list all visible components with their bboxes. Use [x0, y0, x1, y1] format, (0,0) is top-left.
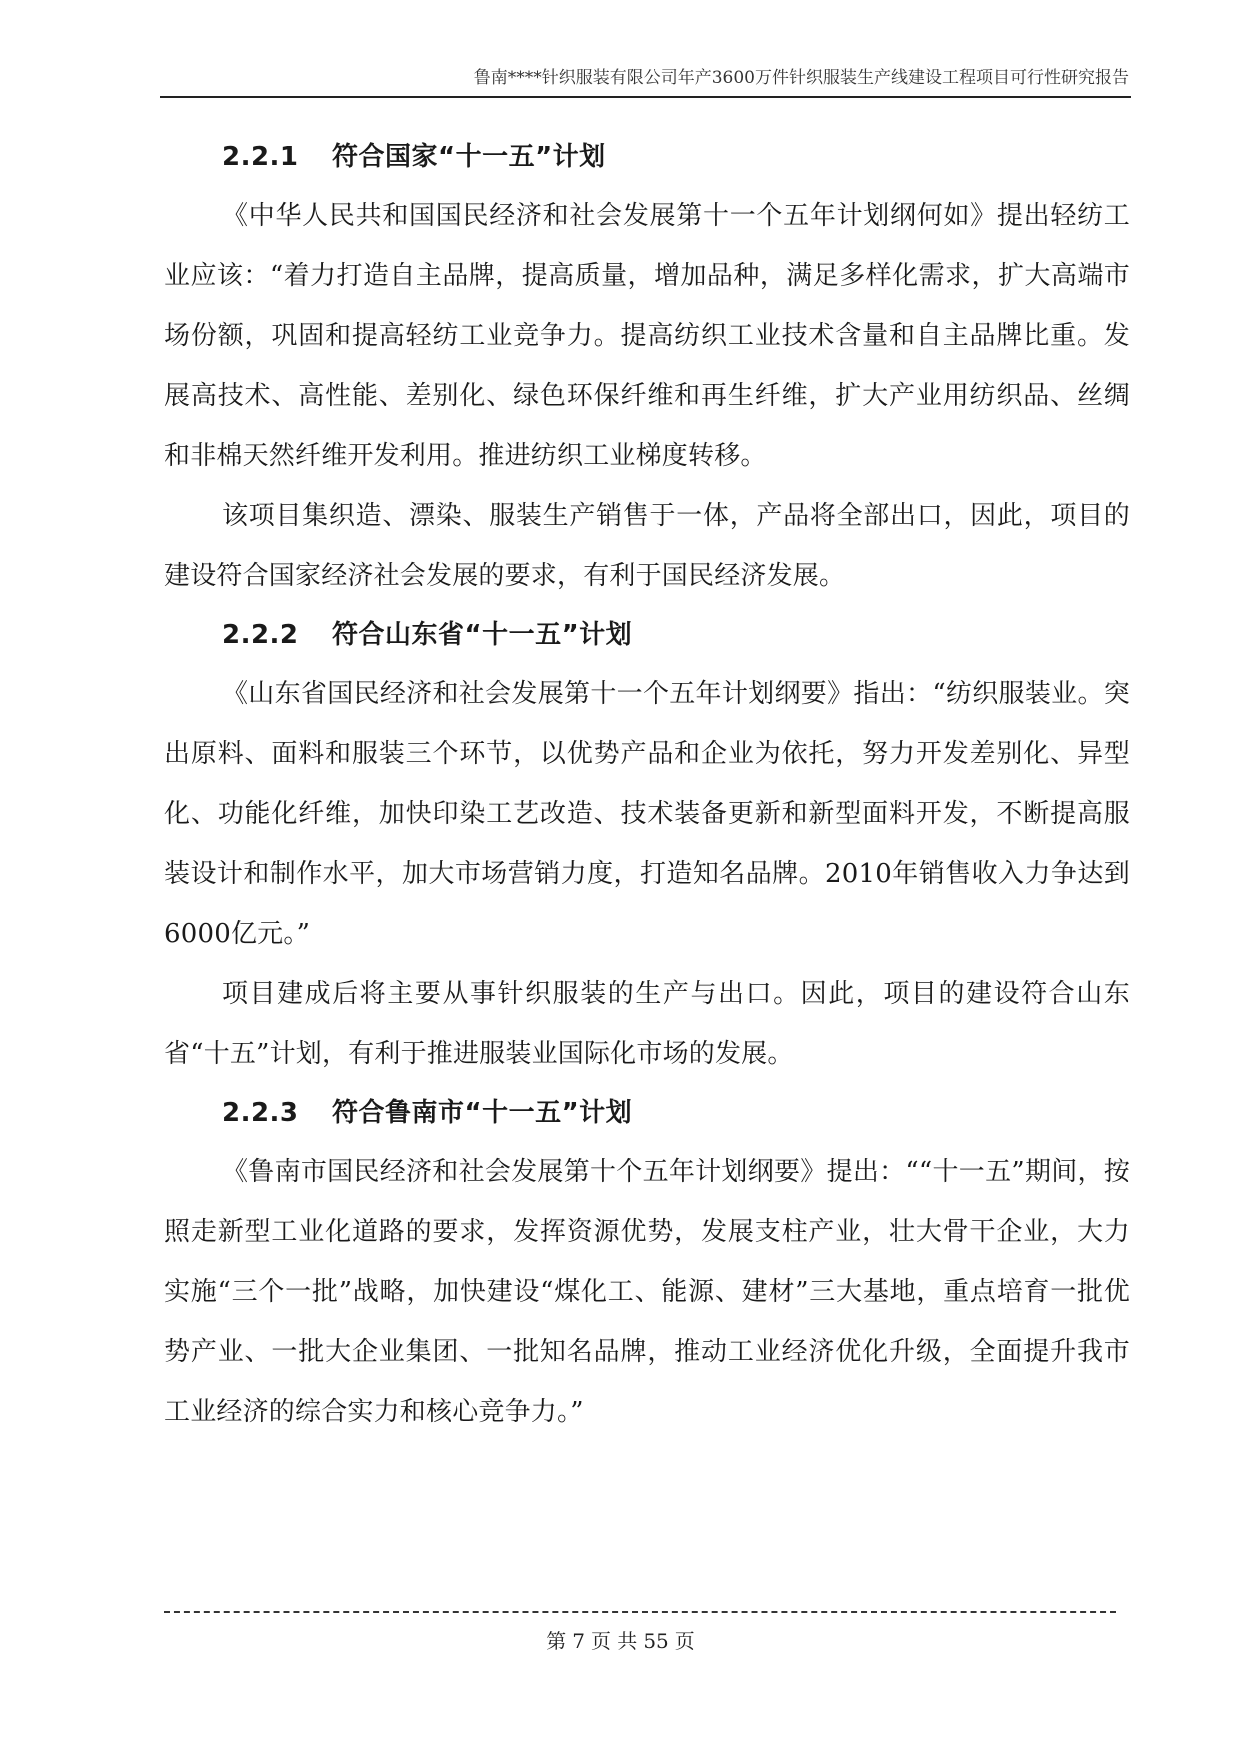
section-number: 2.2.2 — [222, 620, 299, 650]
section-title: 符合鲁南市“十一五”计划 — [332, 1098, 633, 1128]
header-title: 鲁南****针织服装有限公司年产3600万件针织服装生产线建设工程项目可行性研究报告 — [473, 68, 1129, 88]
page-current: 7 — [572, 1629, 585, 1653]
page-prefix: 第 — [546, 1629, 567, 1653]
section-title: 符合山东省“十一五”计划 — [332, 620, 633, 650]
section-heading-2-2-2 — [164, 606, 1130, 664]
paragraph: 《鲁南市国民经济和社会发展第十个五年计划纲要》提出：““十一五”期间，按照走新型工业化道路的要求，发挥资源优势，发展支柱产业，壮大骨干企业，大力实施“三个一批”战略，加快建设“煤化工、能源、建材”三大基地，重点培育一批优势产业、一批大企业集团、一批知名品牌，推动工业经济优化升级，全面提升我市工业经济的综合实力和核心竞争力。” — [164, 1157, 1130, 1427]
page-header — [160, 66, 1131, 98]
footer-divider — [164, 1611, 1116, 1613]
section-number: 2.2.3 — [222, 1098, 299, 1128]
page-suffix: 页 — [674, 1629, 695, 1653]
section-heading-2-2-3 — [164, 1084, 1130, 1142]
page-total: 55 — [643, 1629, 669, 1653]
page-mid: 页 共 — [590, 1629, 638, 1653]
page-number — [0, 1626, 1241, 1656]
paragraph: 《中华人民共和国国民经济和社会发展第十一个五年计划纲何如》提出轻纺工业应该：“着力打造自主品牌，提高质量，增加品种，满足多样化需求，扩大高端市场份额，巩固和提高轻纺工业竞争力。提高纺织工业技术含量和自主品牌比重。发展高技术、高性能、差别化、绿色环保纤维和再生纤维，扩大产业用纺织品、丝绸和非棉天然纤维开发利用。推进纺织工业梯度转移。 — [164, 201, 1130, 471]
section-number: 2.2.1 — [222, 142, 299, 172]
section-heading-2-2-1 — [164, 128, 1130, 186]
document-body — [164, 128, 1130, 1442]
paragraph: 该项目集织造、漂染、服装生产销售于一体，产品将全部出口，因此，项目的建设符合国家经济社会发展的要求，有利于国民经济发展。 — [164, 501, 1130, 591]
section-title: 符合国家“十一五”计划 — [332, 142, 606, 172]
paragraph: 《山东省国民经济和社会发展第十一个五年计划纲要》指出：“纺织服装业。突出原料、面料和服装三个环节，以优势产品和企业为依托，努力开发差别化、异型化、功能化纤维，加快印染工艺改造、技术装备更新和新型面料开发，不断提高服装设计和制作水平，加大市场营销力度，打造知名品牌。2010年销售收入力争达到6000亿元。” — [164, 679, 1130, 949]
paragraph: 项目建成后将主要从事针织服装的生产与出口。因此，项目的建设符合山东省“十五”计划，有利于推进服装业国际化市场的发展。 — [164, 979, 1130, 1069]
